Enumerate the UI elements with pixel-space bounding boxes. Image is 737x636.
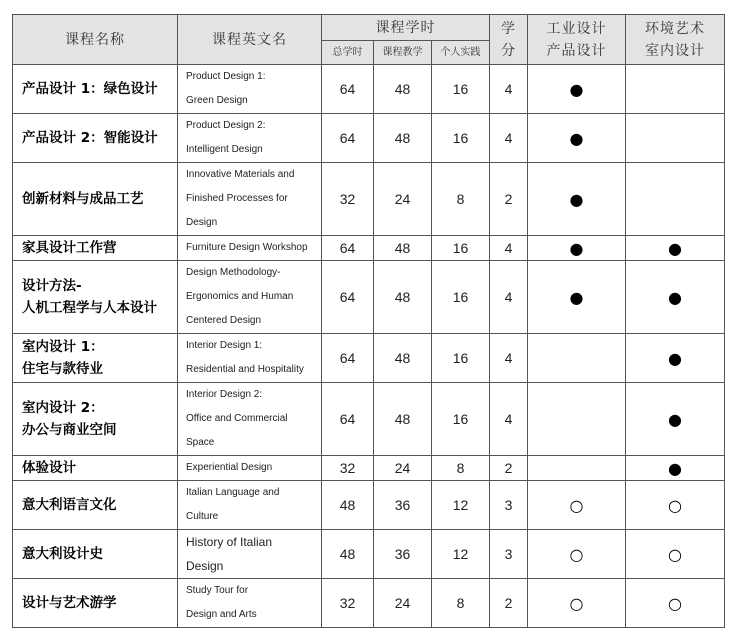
teaching-hours-cell: 48: [374, 334, 432, 383]
table-row: [13, 530, 725, 579]
total-hours-cell: 64: [322, 114, 374, 163]
industrial-design-mark: [528, 456, 626, 481]
course-name-cell: [13, 236, 178, 261]
teaching-hours-cell: 48: [374, 261, 432, 334]
practice-hours-cell: 8: [432, 579, 490, 628]
practice-hours-cell: 16: [432, 65, 490, 114]
industrial-design-mark: ○: [528, 530, 626, 579]
course-english-name: Italian Language and: [186, 487, 280, 498]
table-body: [13, 65, 725, 628]
course-english-name-cell: [178, 383, 322, 456]
course-name: 人机工程学与人本设计: [22, 300, 157, 316]
course-name: 家具设计工作营: [22, 240, 117, 256]
practice-hours-cell: 16: [432, 383, 490, 456]
course-name-cell: [13, 481, 178, 530]
course-name-cell: [13, 163, 178, 236]
course-english-name-cell: [178, 481, 322, 530]
practice-hours-cell: 8: [432, 456, 490, 481]
course-name-cell: [13, 261, 178, 334]
teaching-hours-cell: 36: [374, 481, 432, 530]
course-english-name: Design and Arts: [186, 609, 257, 620]
environmental-art-mark: [626, 114, 725, 163]
course-english-name: Design: [186, 559, 224, 573]
course-english-name: Intelligent Design: [186, 144, 263, 155]
course-name-cell: [13, 114, 178, 163]
header-credit-line-1: 学: [501, 20, 517, 37]
table-row: [13, 114, 725, 163]
industrial-design-mark: ●: [528, 114, 626, 163]
teaching-hours-cell: 24: [374, 163, 432, 236]
header-industrial-design: [528, 15, 626, 65]
header-industrial-line-2: 产品设计: [546, 42, 607, 59]
environmental-art-mark: [626, 65, 725, 114]
total-hours-cell: 64: [322, 261, 374, 334]
course-english-name: Experiential Design: [186, 462, 273, 473]
practice-hours-cell: 12: [432, 481, 490, 530]
course-name: 室内设计 1：: [22, 339, 104, 355]
industrial-design-mark: ○: [528, 481, 626, 530]
teaching-hours-cell: 48: [374, 114, 432, 163]
course-english-name-cell: [178, 236, 322, 261]
course-name-cell: [13, 383, 178, 456]
course-english-name: Residential and Hospitality: [186, 364, 304, 375]
practice-hours-cell: 16: [432, 114, 490, 163]
course-english-name: Interior Design 2:: [186, 389, 263, 400]
course-name: 办公与商业空间: [22, 422, 117, 438]
course-name-cell: [13, 65, 178, 114]
industrial-design-mark: ○: [528, 579, 626, 628]
header-course-hours: 课程学时: [322, 15, 490, 41]
header-course-name: 课程名称: [13, 15, 178, 65]
teaching-hours-cell: 24: [374, 579, 432, 628]
course-english-name-cell: [178, 579, 322, 628]
total-hours-cell: 48: [322, 530, 374, 579]
header-env-line-1: 环境艺术: [645, 20, 706, 37]
industrial-design-mark: ●: [528, 65, 626, 114]
total-hours-cell: 64: [322, 236, 374, 261]
credit-cell: 2: [490, 163, 528, 236]
header-total-hours: 总学时: [322, 41, 374, 65]
environmental-art-mark: ○: [626, 530, 725, 579]
course-english-name-cell: [178, 261, 322, 334]
course-name-cell: [13, 456, 178, 481]
total-hours-cell: 48: [322, 481, 374, 530]
course-name-cell: [13, 579, 178, 628]
course-name: 室内设计 2：: [22, 400, 104, 416]
course-english-name-cell: [178, 456, 322, 481]
course-name: 住宅与款待业: [22, 361, 103, 377]
practice-hours-cell: 16: [432, 334, 490, 383]
header-env-line-2: 室内设计: [645, 42, 706, 59]
environmental-art-mark: ●: [626, 236, 725, 261]
teaching-hours-cell: 24: [374, 456, 432, 481]
course-english-name: Interior Design 1:: [186, 340, 263, 351]
course-english-name: History of Italian: [186, 535, 273, 549]
course-name: 创新材料与成品工艺: [22, 191, 144, 207]
practice-hours-cell: 12: [432, 530, 490, 579]
industrial-design-mark: ●: [528, 163, 626, 236]
course-english-name: Culture: [186, 511, 219, 522]
total-hours-cell: 32: [322, 456, 374, 481]
credit-cell: 4: [490, 65, 528, 114]
practice-hours-cell: 16: [432, 236, 490, 261]
course-name: 产品设计 2：智能设计: [22, 130, 158, 146]
header-credit: [490, 15, 528, 65]
table-row: [13, 163, 725, 236]
course-name: 意大利设计史: [22, 546, 103, 562]
table-row: [13, 481, 725, 530]
header-environmental-art: [626, 15, 725, 65]
industrial-design-mark: ●: [528, 236, 626, 261]
credit-cell: 3: [490, 530, 528, 579]
course-english-name: Furniture Design Workshop: [186, 242, 308, 253]
total-hours-cell: 32: [322, 579, 374, 628]
course-name: 设计与艺术游学: [22, 595, 117, 611]
table-row: [13, 236, 725, 261]
environmental-art-mark: ●: [626, 383, 725, 456]
credit-cell: 4: [490, 334, 528, 383]
course-name: 意大利语言文化: [22, 497, 117, 513]
teaching-hours-cell: 48: [374, 236, 432, 261]
course-english-name: Study Tour for: [186, 585, 249, 596]
course-english-name: Ergonomics and Human: [186, 291, 294, 302]
table-header: [13, 15, 725, 65]
course-english-name: Product Design 2:: [186, 120, 266, 131]
table-row: [13, 383, 725, 456]
teaching-hours-cell: 36: [374, 530, 432, 579]
credit-cell: 3: [490, 481, 528, 530]
teaching-hours-cell: 48: [374, 65, 432, 114]
course-name: 产品设计 1：绿色设计: [22, 81, 158, 97]
table-row: [13, 65, 725, 114]
table-row: [13, 579, 725, 628]
course-english-name: Office and Commercial: [186, 413, 288, 424]
header-industrial-line-1: 工业设计: [546, 20, 607, 37]
credit-cell: 4: [490, 261, 528, 334]
header-practice-hours: 个人实践: [432, 41, 490, 65]
environmental-art-mark: ●: [626, 261, 725, 334]
environmental-art-mark: ○: [626, 579, 725, 628]
course-name-cell: [13, 334, 178, 383]
course-name: 体验设计: [22, 460, 76, 476]
environmental-art-mark: [626, 163, 725, 236]
course-english-name: Space: [186, 437, 215, 448]
credit-cell: 2: [490, 579, 528, 628]
course-english-name-cell: [178, 65, 322, 114]
course-name-cell: [13, 530, 178, 579]
course-english-name-cell: [178, 114, 322, 163]
credit-cell: 2: [490, 456, 528, 481]
total-hours-cell: 64: [322, 65, 374, 114]
course-table: [12, 14, 725, 628]
industrial-design-mark: [528, 383, 626, 456]
table-row: [13, 261, 725, 334]
course-english-name: Finished Processes for: [186, 193, 288, 204]
environmental-art-mark: ●: [626, 456, 725, 481]
practice-hours-cell: 16: [432, 261, 490, 334]
header-course-english-name: 课程英文名: [178, 15, 322, 65]
table-row: [13, 334, 725, 383]
practice-hours-cell: 8: [432, 163, 490, 236]
course-english-name: Green Design: [186, 95, 248, 106]
credit-cell: 4: [490, 114, 528, 163]
course-name: 设计方法-: [22, 278, 82, 294]
course-english-name: Centered Design: [186, 315, 262, 326]
header-credit-line-2: 分: [501, 42, 517, 59]
credit-cell: 4: [490, 236, 528, 261]
course-english-name: Innovative Materials and: [186, 169, 295, 180]
teaching-hours-cell: 48: [374, 383, 432, 456]
course-english-name: Design Methodology-: [186, 267, 281, 278]
credit-cell: 4: [490, 383, 528, 456]
environmental-art-mark: ●: [626, 334, 725, 383]
industrial-design-mark: [528, 334, 626, 383]
course-english-name-cell: [178, 163, 322, 236]
course-english-name-cell: [178, 334, 322, 383]
course-english-name: Product Design 1:: [186, 71, 266, 82]
industrial-design-mark: ●: [528, 261, 626, 334]
course-english-name-cell: [178, 530, 322, 579]
total-hours-cell: 64: [322, 383, 374, 456]
total-hours-cell: 64: [322, 334, 374, 383]
table-row: [13, 456, 725, 481]
environmental-art-mark: ○: [626, 481, 725, 530]
course-english-name: Design: [186, 217, 218, 228]
header-teaching-hours: 课程教学: [374, 41, 432, 65]
total-hours-cell: 32: [322, 163, 374, 236]
